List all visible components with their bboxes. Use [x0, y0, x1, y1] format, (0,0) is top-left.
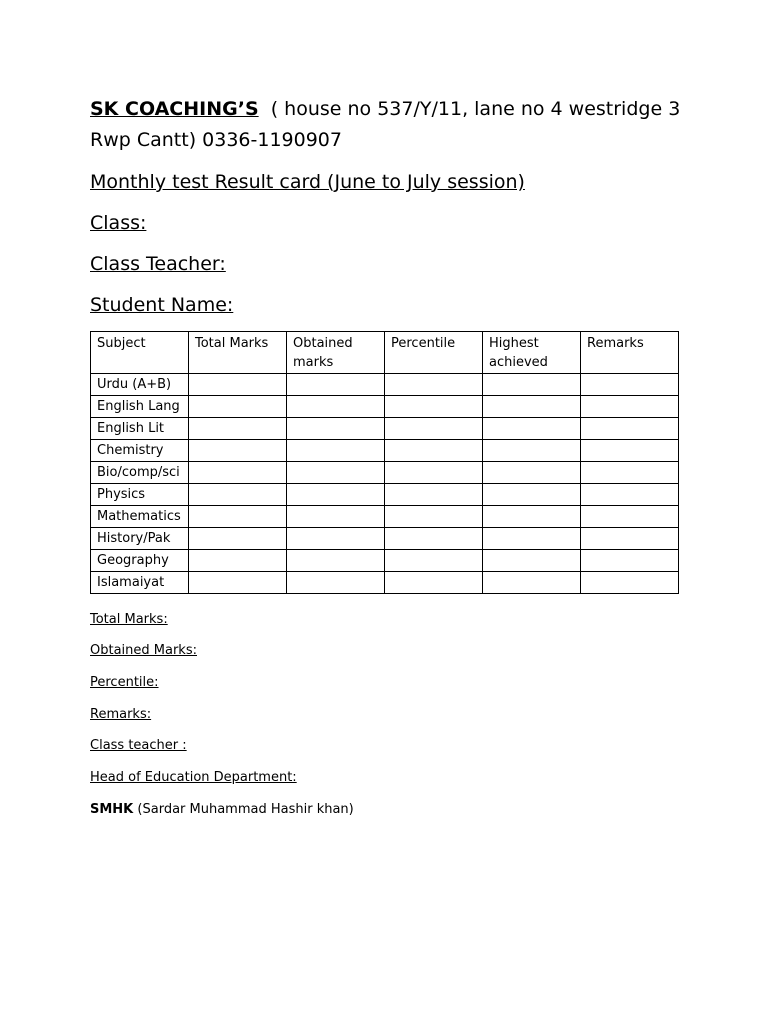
total-marks-cell — [189, 550, 287, 572]
table-row — [91, 528, 679, 550]
col-header-remarks: Remarks — [581, 332, 679, 374]
remarks-cell — [581, 418, 679, 440]
highest-achieved-cell — [483, 484, 581, 506]
table-row — [91, 572, 679, 594]
obtained-marks-cell — [287, 506, 385, 528]
summary-class-teacher: Class teacher : — [90, 738, 187, 753]
table-row — [91, 396, 679, 418]
percentile-cell — [385, 550, 483, 572]
table-row — [91, 506, 679, 528]
table-row — [91, 374, 679, 396]
obtained-marks-cell — [287, 550, 385, 572]
col-header-obtained-marks: Obtained marks — [287, 332, 385, 374]
highest-achieved-cell — [483, 528, 581, 550]
obtained-marks-cell — [287, 418, 385, 440]
col-header-highest-achieved: Highest achieved — [483, 332, 581, 374]
total-marks-cell — [189, 440, 287, 462]
card-title: Monthly test Result card (June to July session) — [90, 171, 525, 193]
subject-cell: Islamaiyat — [91, 572, 189, 594]
table-row — [91, 440, 679, 462]
total-marks-cell — [189, 418, 287, 440]
highest-achieved-cell — [483, 572, 581, 594]
subject-cell: Mathematics — [91, 506, 189, 528]
summary-total-marks: Total Marks: — [90, 612, 168, 627]
remarks-cell — [581, 462, 679, 484]
percentile-cell — [385, 374, 483, 396]
percentile-cell — [385, 506, 483, 528]
table-header-row — [91, 332, 679, 374]
result-table — [90, 331, 679, 594]
signature-line — [90, 801, 354, 819]
total-marks-cell — [189, 528, 287, 550]
total-marks-cell — [189, 506, 287, 528]
highest-achieved-cell — [483, 550, 581, 572]
col-header-percentile: Percentile — [385, 332, 483, 374]
total-marks-cell — [189, 374, 287, 396]
percentile-cell — [385, 396, 483, 418]
signature-full-name: (Sardar Muhammad Hashir khan) — [137, 802, 354, 817]
subject-cell: Geography — [91, 550, 189, 572]
highest-achieved-cell — [483, 462, 581, 484]
percentile-cell — [385, 418, 483, 440]
highest-achieved-cell — [483, 418, 581, 440]
remarks-cell — [581, 572, 679, 594]
percentile-cell — [385, 440, 483, 462]
class-label: Class: — [90, 212, 147, 234]
percentile-cell — [385, 528, 483, 550]
table-row — [91, 550, 679, 572]
class-teacher-label: Class Teacher: — [90, 253, 226, 275]
summary-remarks: Remarks: — [90, 707, 152, 722]
total-marks-cell — [189, 484, 287, 506]
total-marks-cell — [189, 572, 287, 594]
percentile-cell — [385, 572, 483, 594]
percentile-cell — [385, 484, 483, 506]
brand-name: SK COACHING’S — [90, 98, 259, 120]
summary-percentile: Percentile: — [90, 675, 159, 690]
summary-obtained-marks: Obtained Marks: — [90, 643, 197, 658]
remarks-cell — [581, 528, 679, 550]
subject-cell: History/Pak — [91, 528, 189, 550]
table-row — [91, 418, 679, 440]
remarks-cell — [581, 550, 679, 572]
total-marks-cell — [189, 396, 287, 418]
coaching-header — [90, 97, 680, 121]
subject-cell: Chemistry — [91, 440, 189, 462]
obtained-marks-cell — [287, 484, 385, 506]
percentile-cell — [385, 462, 483, 484]
subject-cell: Urdu (A+B) — [91, 374, 189, 396]
highest-achieved-cell — [483, 374, 581, 396]
obtained-marks-cell — [287, 374, 385, 396]
highest-achieved-cell — [483, 396, 581, 418]
obtained-marks-cell — [287, 572, 385, 594]
remarks-cell — [581, 440, 679, 462]
remarks-cell — [581, 484, 679, 506]
signature-initials: SMHK — [90, 802, 134, 817]
highest-achieved-cell — [483, 440, 581, 462]
col-header-total-marks: Total Marks — [189, 332, 287, 374]
obtained-marks-cell — [287, 440, 385, 462]
total-marks-cell — [189, 462, 287, 484]
highest-achieved-cell — [483, 506, 581, 528]
remarks-cell — [581, 396, 679, 418]
obtained-marks-cell — [287, 462, 385, 484]
obtained-marks-cell — [287, 528, 385, 550]
subject-cell: Bio/comp/sci — [91, 462, 189, 484]
remarks-cell — [581, 506, 679, 528]
address-line-2: Rwp Cantt) 0336-1190907 — [90, 129, 342, 151]
obtained-marks-cell — [287, 396, 385, 418]
table-row — [91, 462, 679, 484]
subject-cell: English Lit — [91, 418, 189, 440]
address-line-1: ( house no 537/Y/11, lane no 4 westridge 3 — [270, 98, 681, 120]
subject-cell: Physics — [91, 484, 189, 506]
summary-head-of-department: Head of Education Department: — [90, 770, 297, 785]
student-name-label: Student Name: — [90, 294, 234, 316]
remarks-cell — [581, 374, 679, 396]
table-row — [91, 484, 679, 506]
subject-cell: English Lang — [91, 396, 189, 418]
col-header-subject: Subject — [91, 332, 189, 374]
